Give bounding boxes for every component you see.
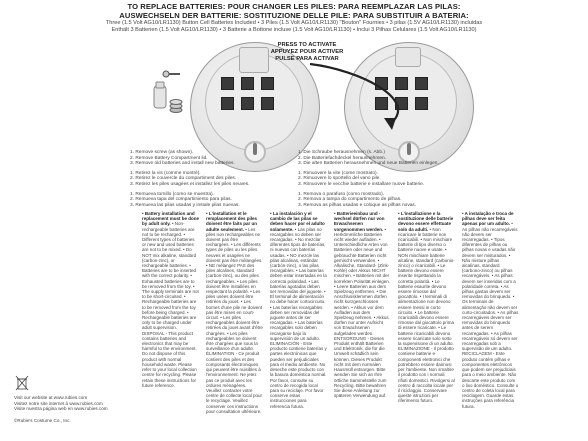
step-line: 2. Remove Battery Compartment lid. xyxy=(130,155,208,161)
warning-column-spanish xyxy=(270,211,327,409)
warning-body: • As pilhas não recarregáveis não devem ser recarregadas. • Tipos diferentes de pilhas ou pilhas novas e usadas não devem ser misturados. • Não misture pilhas alcalinas, standard (carbono-zinco) ou pilhas recarregáveis. • As pilhas devem ser inseridas com a polaridade correta. • As pilhas gastas devem ser removidas do brinquedo. • Os terminais de alimentação não devem ser curto-circuitados. • As pilhas recarregáveis devem ser removidas do brinquedo antes de serem recarregadas. • As pilhas recarregáveis só devem ser recarregadas sob a supervisão de um adulto. RECICLAGEM - Este produto contém pilhas e componentes eletrônicos que podem ser prejudiciais para o meio ambiente. Não descarte este produto com o lixo doméstico. Consulte o centro de coleta local para reciclagem. Guarde estas instruções para referência futura. xyxy=(462,221,519,409)
speaker-hole xyxy=(221,77,234,90)
warning-column-english xyxy=(142,211,199,391)
callout-line-french: APPUYEZ POUR ACTIVER xyxy=(270,48,344,55)
step-line: 1. Rimuovere la vite (come mostrato). xyxy=(298,170,378,176)
footer-website-spanish: Visite nuestra página web en www.rubies.com xyxy=(14,406,108,412)
header-subtitle-2: Enthält 3 Batterien (1.5 Volt AG10/LR1130) • 3 Batterie a Bottone incluse (1.5 Volt AG10/LR1130) • Inclui 3 Pilhas Celulares (1.5 Volt AG10/LR1130) xyxy=(111,27,477,33)
callout-line-english: PRESS TO ACTIVATE xyxy=(277,42,337,48)
instructions-header xyxy=(0,2,588,34)
step-line: 2. Retirez le couvercle du compartiment des piles. xyxy=(130,176,237,182)
step-line: 3. Rimuovere le vecchie batterie e installare nuove batterie. xyxy=(298,181,425,187)
step-line: 1. Retirez la vis (comme montré). xyxy=(130,170,201,176)
speaker-holes xyxy=(221,77,274,110)
warning-title: • L'installation et le remplacement des piles doivent être faits par un adulte seulement. xyxy=(206,211,258,232)
speaker-hole xyxy=(261,77,274,90)
speaker-hole xyxy=(221,97,234,110)
step-line: 3. Die alten Batterien herausnehmen und neue Batterien einlegen. xyxy=(298,161,439,167)
step-line: 2. Remueva tapa del compartimiento para pilas. xyxy=(130,197,232,203)
arrow-icon xyxy=(300,60,420,140)
step-line: 2. Rimuovere lo sportello del vano pile. xyxy=(298,176,381,182)
warning-column-german xyxy=(334,211,391,399)
step-line: 3. Remove old batteries and install new batteries. xyxy=(130,161,235,167)
step-line: 1. Die Schraube herausnehmen (s. Abb.) xyxy=(298,150,385,155)
warning-title: • Battery installation and replacement must be done by adult only. xyxy=(142,211,200,227)
step-line: 3. Remueva las pilas usadas y instale pilas nuevas. xyxy=(130,202,240,208)
speaker-hole xyxy=(241,77,254,90)
battery-lid-icon xyxy=(154,82,166,108)
step-line: 2. Die Batteriefachdeckel herausnehmen. xyxy=(298,155,386,161)
speaker-hole xyxy=(241,97,254,110)
callout-line-spanish: PULSE PARA ACTIVAR xyxy=(275,55,339,62)
header-subtitle-1: Three (1.5 Volt AG10/LR1130) Button Cell Batteries Included • 3 Piles (1.5 Volt AG10/LR1130) "Bouton" Fournies • 3 pilas (1.5V AG10/LR1130) incluidas xyxy=(105,20,483,26)
button-batteries-icon xyxy=(170,100,182,113)
footer-copyright: ©Rubie's Costume Co., Inc. xyxy=(14,417,71,423)
steps-left xyxy=(130,150,249,208)
warning-body: • Herkömmliche Batterien nicht wieder aufladen. • Unterschiedliche Arten von Batterien oder neue und gebrauchte Batterien nicht gemischt verwenden. • Alkalische, Standard- (Zink-Kohle) oder Akkus NICHT mischen. • Batterien mit der korrekten Polarität einlegen. • Leere Batterien aus dem Spielzeug entfernen. • Die Anschlussklemmen dürfen nicht kurzgeschlossen werden. • Akkus vor dem Aufladen aus dem Spielzeug nehmen. • Akkus dürfen nur unter Aufsicht von Erwachsenen aufgeladen werden. ENTSORGUNG - Dieses Produkt enthält Batterien und Elektronik, die für die Umwelt schädlich sein können. Dieses Produkt nicht mit dem normalen Hausmüll entsorgen. Bitte wenden Sie sich an Ihre örtliche Sammelstelle zum Recycling. Bitte bewahren Sie diese Anleitung zur späteren Verwendung auf. xyxy=(334,226,391,399)
footer xyxy=(14,395,108,423)
header-title-2: AUSWECHSELN DER BATTERIE: SOSTITUZIONE DELLE PILE: PARA SUBSTITUIR A BATERIA: xyxy=(119,11,469,20)
steps-right xyxy=(298,150,439,208)
step-line: 3. Retirez les piles usagées et installez les piles neuves. xyxy=(130,181,250,187)
warning-column-french xyxy=(206,211,263,414)
crossed-bin-icon xyxy=(16,376,28,390)
warning-title: • Batterieeinbau und -wechsel dürfen nur von Erwachsenen vorgenommen werden. xyxy=(334,211,385,232)
warning-body: • Las pilas no recargables no deben ser recargadas. • No mezclar diferentes tipos de baterías, ni nuevas con baterías usadas. • NO mezcle las pilas alcalinas, estándar (carbón-zinc), o las pilas recargables. • Las baterías deben estar insertadas en la correcta polaridad. • Las baterías agotadas deben ser removidas del juguete. • El terminal de alimentación no debe hacer cortocircuito. • Las baterías recargables deben ser removidas del juguete antes de ser recargadas. • Las baterías recargables solo deben recargarse bajo la supervisión de un adulto. ELIMINACIÓN - Este producto contiene baterías y partes electrónicas que pueden ser perjudiciales para el medio ambiente. No deseche este producto con la basura doméstica normal. Por favor, consulte su centro de recogida local para su reciclaje. Por favor conserve estas instrucciones para referencia futura. xyxy=(270,226,327,409)
step-line: 2. Remova a tampa do compartimento de pilhas. xyxy=(298,197,402,203)
keyhole-slot xyxy=(253,143,257,155)
warning-title: • La instalación y el cambio de las pilas se deben hacer por el adulto solamente. xyxy=(270,211,325,232)
warning-column-italian xyxy=(398,211,455,404)
warning-column-portuguese xyxy=(462,211,519,409)
warning-body: • Les piles non rechargeables ne doivent pas être rechargées. • Les différents types de piles ou les piles neuves et usagées ne doivent pas être mélangées. • NE mélangez PAS des piles alcalines, standard (carbon-zinc), ou des piles rechargeables. • Les piles doivent être installées en respectant la polarité. • Les piles usées doivent être retirées du jouet. • Les bornes d'une pile ne doivent pas être mises en court-circuit. • Les piles rechargeables doivent être retirées du jouet avant d'être chargées. • Les piles rechargeables ne doivent être chargées que sous la surveillance d'un adulte. ÉLIMINATION - Ce produit contient des piles et des composants électroniques qui peuvent être nuisibles à l'environnement. Ne jetez pas ce produit avec les ordures ménagères. Veuillez contacter votre centre de collecte local pour le recyclage. Veuillez conserver ces instructions pour consultation ultérieure. xyxy=(206,226,263,414)
warning-body: • Non-rechargeable batteries are not to be recharged. • Different types of batteries or new and used batteries are not to be mixed. • Do NOT mix alkaline, standard (carbon-zinc), or rechargeable batteries. • Batteries are to be inserted with the correct polarity. • Exhausted batteries are to be removed from the toy. • The supply terminals are not to be short-circuited. • Rechargeable batteries are to be removed from the toy before being charged. • Rechargeable batteries are only to be charged under adult supervision. DISPOSAL - This product contains batteries and electronics that may be harmful to the environment. Do not dispose of this product with normal household waste. Please refer to your local collection centre for recycling. Please retain these instructions for future reference. xyxy=(142,221,199,388)
warning-body: • Non ricaricare le batterie non ricaricabili. • Non mischiare batterie di tipo diverso o batterie nuove e usate. • NON mischiare batterie alcaline, standard (carbonio-zinco) o ricaricabili. • Le batterie devono essere inserite rispettando la corretta polarità. • Le batterie esaurite devono essere rimosse dal giocattolo. • I terminali di alimentazione non devono essere messi in corto circuito. • Le batterie ricaricabili devono essere rimosse dal giocattolo prima di essere ricaricate. • Le batterie ricaricabili devono essere ricaricate solo sotto la supervisione di un adulto. ELIMINAZIONE - Il prodotto contiene batterie e componenti elettronici che potrebbero essere dannosi per l'ambiente. Non smaltire il prodotto con i normali rifiuti domestici. Rivolgersi al centro di raccolta locale per il riciclaggio. Conservare queste istruzioni per riferimento futuro. xyxy=(398,226,455,404)
step-line: 1. Remova o parafuso (como mostrado). xyxy=(298,191,385,197)
header-title: TO REPLACE BATTERIES: POUR CHANGER LES PILES: PARA REEMPLAZAR LAS PILAS: xyxy=(127,2,461,11)
screw-icon xyxy=(163,71,180,77)
speaker-hole xyxy=(261,97,274,110)
step-line: 1. Remueva tornillo (como se muestra). xyxy=(130,191,214,197)
warning-title: • A instalação e troca de pilhas deve ser feita apenas por um adulto. xyxy=(462,211,514,227)
step-line: 1. Remove screw (as shown). xyxy=(130,150,194,155)
step-line: 3. Remova as pilhas usadas e coloque as pilhas novas. xyxy=(298,202,417,208)
footer-website-french: Visitez notre site internet à www.rubies.com xyxy=(14,400,103,406)
warning-title: • L'installazione e la sostituzione delle batterie devono essere effettuate solo da adulti. xyxy=(398,211,454,232)
footer-website-english: Visit our website at www.rubies.com xyxy=(14,395,88,400)
